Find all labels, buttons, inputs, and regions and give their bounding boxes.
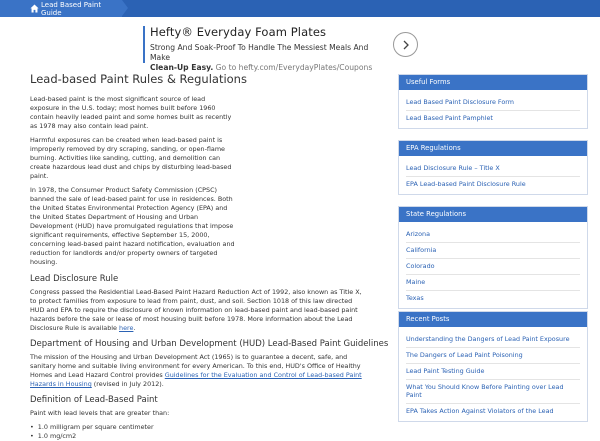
definition-list	[30, 423, 362, 441]
hud-paragraph	[30, 353, 362, 389]
disclosure-here-link[interactable]: here	[119, 324, 134, 332]
widget-epa-regulations	[398, 140, 588, 195]
main-article	[30, 72, 389, 441]
disclosure-paragraph	[30, 288, 362, 333]
ad-line2-bold: Clean-Up Easy.	[150, 63, 214, 72]
sidebar-post-link[interactable]: Lead Paint Testing Guide	[406, 364, 580, 380]
widget-title: State Regulations	[399, 207, 587, 222]
disclosure-heading: Lead Disclosure Rule	[30, 274, 119, 284]
widget-useful-forms	[398, 74, 588, 129]
widget-list	[399, 90, 587, 128]
breadcrumb-label: Lead Based Paint Guide	[41, 0, 102, 17]
hud-text: The mission of the Housing and Urban Development Act (1965) is to guarantee a decent, safe, and sanitary home and suitable living environment for every American. To this end, HUD's Office of Healthy Homes and Lead Hazard Control provides	[30, 353, 361, 379]
chevron-right-icon	[402, 40, 410, 50]
home-icon	[30, 4, 39, 13]
list-item: • 1.0 milligram per square centimeter	[30, 423, 362, 432]
widget-title: EPA Regulations	[399, 141, 587, 156]
disclosure-text: Congress passed the Residential Lead-Based Paint Hazard Reduction Act of 1992, also known as Title X, to protect families from exposure to lead from paint, dust, and soil. Section 1018 of this law directed HUD and EPA to require the disclosure of known information on lead-based paint and lead-based paint hazards before the sale or lease of most housing built before 1978. More information about the Lead Disclosure Rule is available	[30, 288, 362, 332]
sidebar-post-link[interactable]: EPA Takes Action Against Violators of the Lead	[406, 407, 554, 415]
breadcrumb-arrow	[122, 0, 128, 16]
sidebar-link-maine[interactable]: Maine	[406, 275, 580, 291]
sidebar-link-colorado[interactable]: Colorado	[406, 259, 580, 275]
definition-text: Paint with lead levels that are greater than:	[30, 409, 170, 417]
sidebar-link-title-x[interactable]: Lead Disclosure Rule – Title X	[406, 161, 580, 177]
sidebar-link-pamphlet[interactable]: Lead Based Paint Pamphlet	[406, 114, 493, 122]
widget-list	[399, 222, 587, 308]
intro-paragraph-3-part1	[30, 186, 235, 267]
sidebar-post-link[interactable]: What You Should Know Before Painting over Lead Paint	[406, 380, 580, 404]
page-title: Lead-based Paint Rules & Regulations	[30, 72, 247, 86]
widget-list	[399, 327, 587, 421]
hud-guidelines-link[interactable]: Guidelines for the Evaluation and Control of Lead-based Paint Hazards in Housing	[30, 371, 362, 388]
sidebar-post-link[interactable]: The Dangers of Lead Paint Poisoning	[406, 348, 580, 364]
sidebar-link-epa-disclosure-rule[interactable]: EPA Lead-based Paint Disclosure Rule	[406, 180, 526, 188]
intro-paragraph-3: In 1978, the Consumer Product Safety Commission (CPSC) banned the sale of lead-based paint for use in residences. Both the United States Environmental Protection Agency (EPA) and the United States Department of Housing and Urban Development (HUD) have promulgated regulations that impose significant requirements, effective September 15, 2000, concerning lead-based paint hazard notification, evaluation and reduction for landlords and/or property owners of targeted housing.	[30, 186, 235, 266]
ad-go-to: Go to	[213, 63, 239, 72]
advertisement[interactable]	[143, 25, 433, 72]
list-item: • 1.0 mg/cm2	[30, 432, 362, 441]
definition-heading: Definition of Lead-Based Paint	[30, 395, 158, 405]
widget-title: Recent Posts	[399, 312, 587, 327]
sidebar-link-arizona[interactable]: Arizona	[406, 227, 580, 243]
widget-title: Useful Forms	[399, 75, 587, 90]
ad-line1: Strong And Soak-Proof To Handle The Messiest Meals And Make	[150, 43, 369, 62]
sidebar-post-link[interactable]: Understanding the Dangers of Lead Paint Exposure	[406, 332, 580, 348]
disclosure-end: .	[133, 324, 136, 332]
widget-recent-posts	[398, 311, 588, 422]
ad-url[interactable]: hefty.com/EverydayPlates/Coupons	[238, 63, 373, 72]
hud-heading: Department of Housing and Urban Development (HUD) Lead-Based Paint Guidelines	[30, 339, 389, 349]
intro-paragraph-1: Lead-based paint is the most significant source of lead exposure in the U.S. today; most homes built before 1960 contain heavily leaded paint and some homes built as recently as 1978 may also contain lead paint.	[30, 95, 232, 130]
sidebar-link-texas[interactable]: Texas	[406, 294, 424, 302]
sidebar-link-california[interactable]: California	[406, 243, 580, 259]
breadcrumb-home-link[interactable]	[0, 0, 122, 17]
sidebar-link-disclosure-form[interactable]: Lead Based Paint Disclosure Form	[406, 95, 580, 111]
ad-arrow-button[interactable]	[393, 32, 418, 57]
hud-end: (revised in July 2012).	[91, 380, 164, 388]
ad-description	[150, 43, 385, 73]
widget-state-regulations	[398, 206, 588, 309]
ad-accent-bar	[143, 26, 145, 63]
widget-list	[399, 156, 587, 194]
intro-paragraph-2: Harmful exposures can be created when lead-based paint is improperly removed by dry scraping, sanding, or open-flame burning. Activities like sanding, cutting, and demolition can create hazardous lead dust and chips by disturbing lead-based paint.	[30, 136, 232, 180]
ad-title[interactable]: Hefty® Everyday Foam Plates	[150, 25, 327, 39]
